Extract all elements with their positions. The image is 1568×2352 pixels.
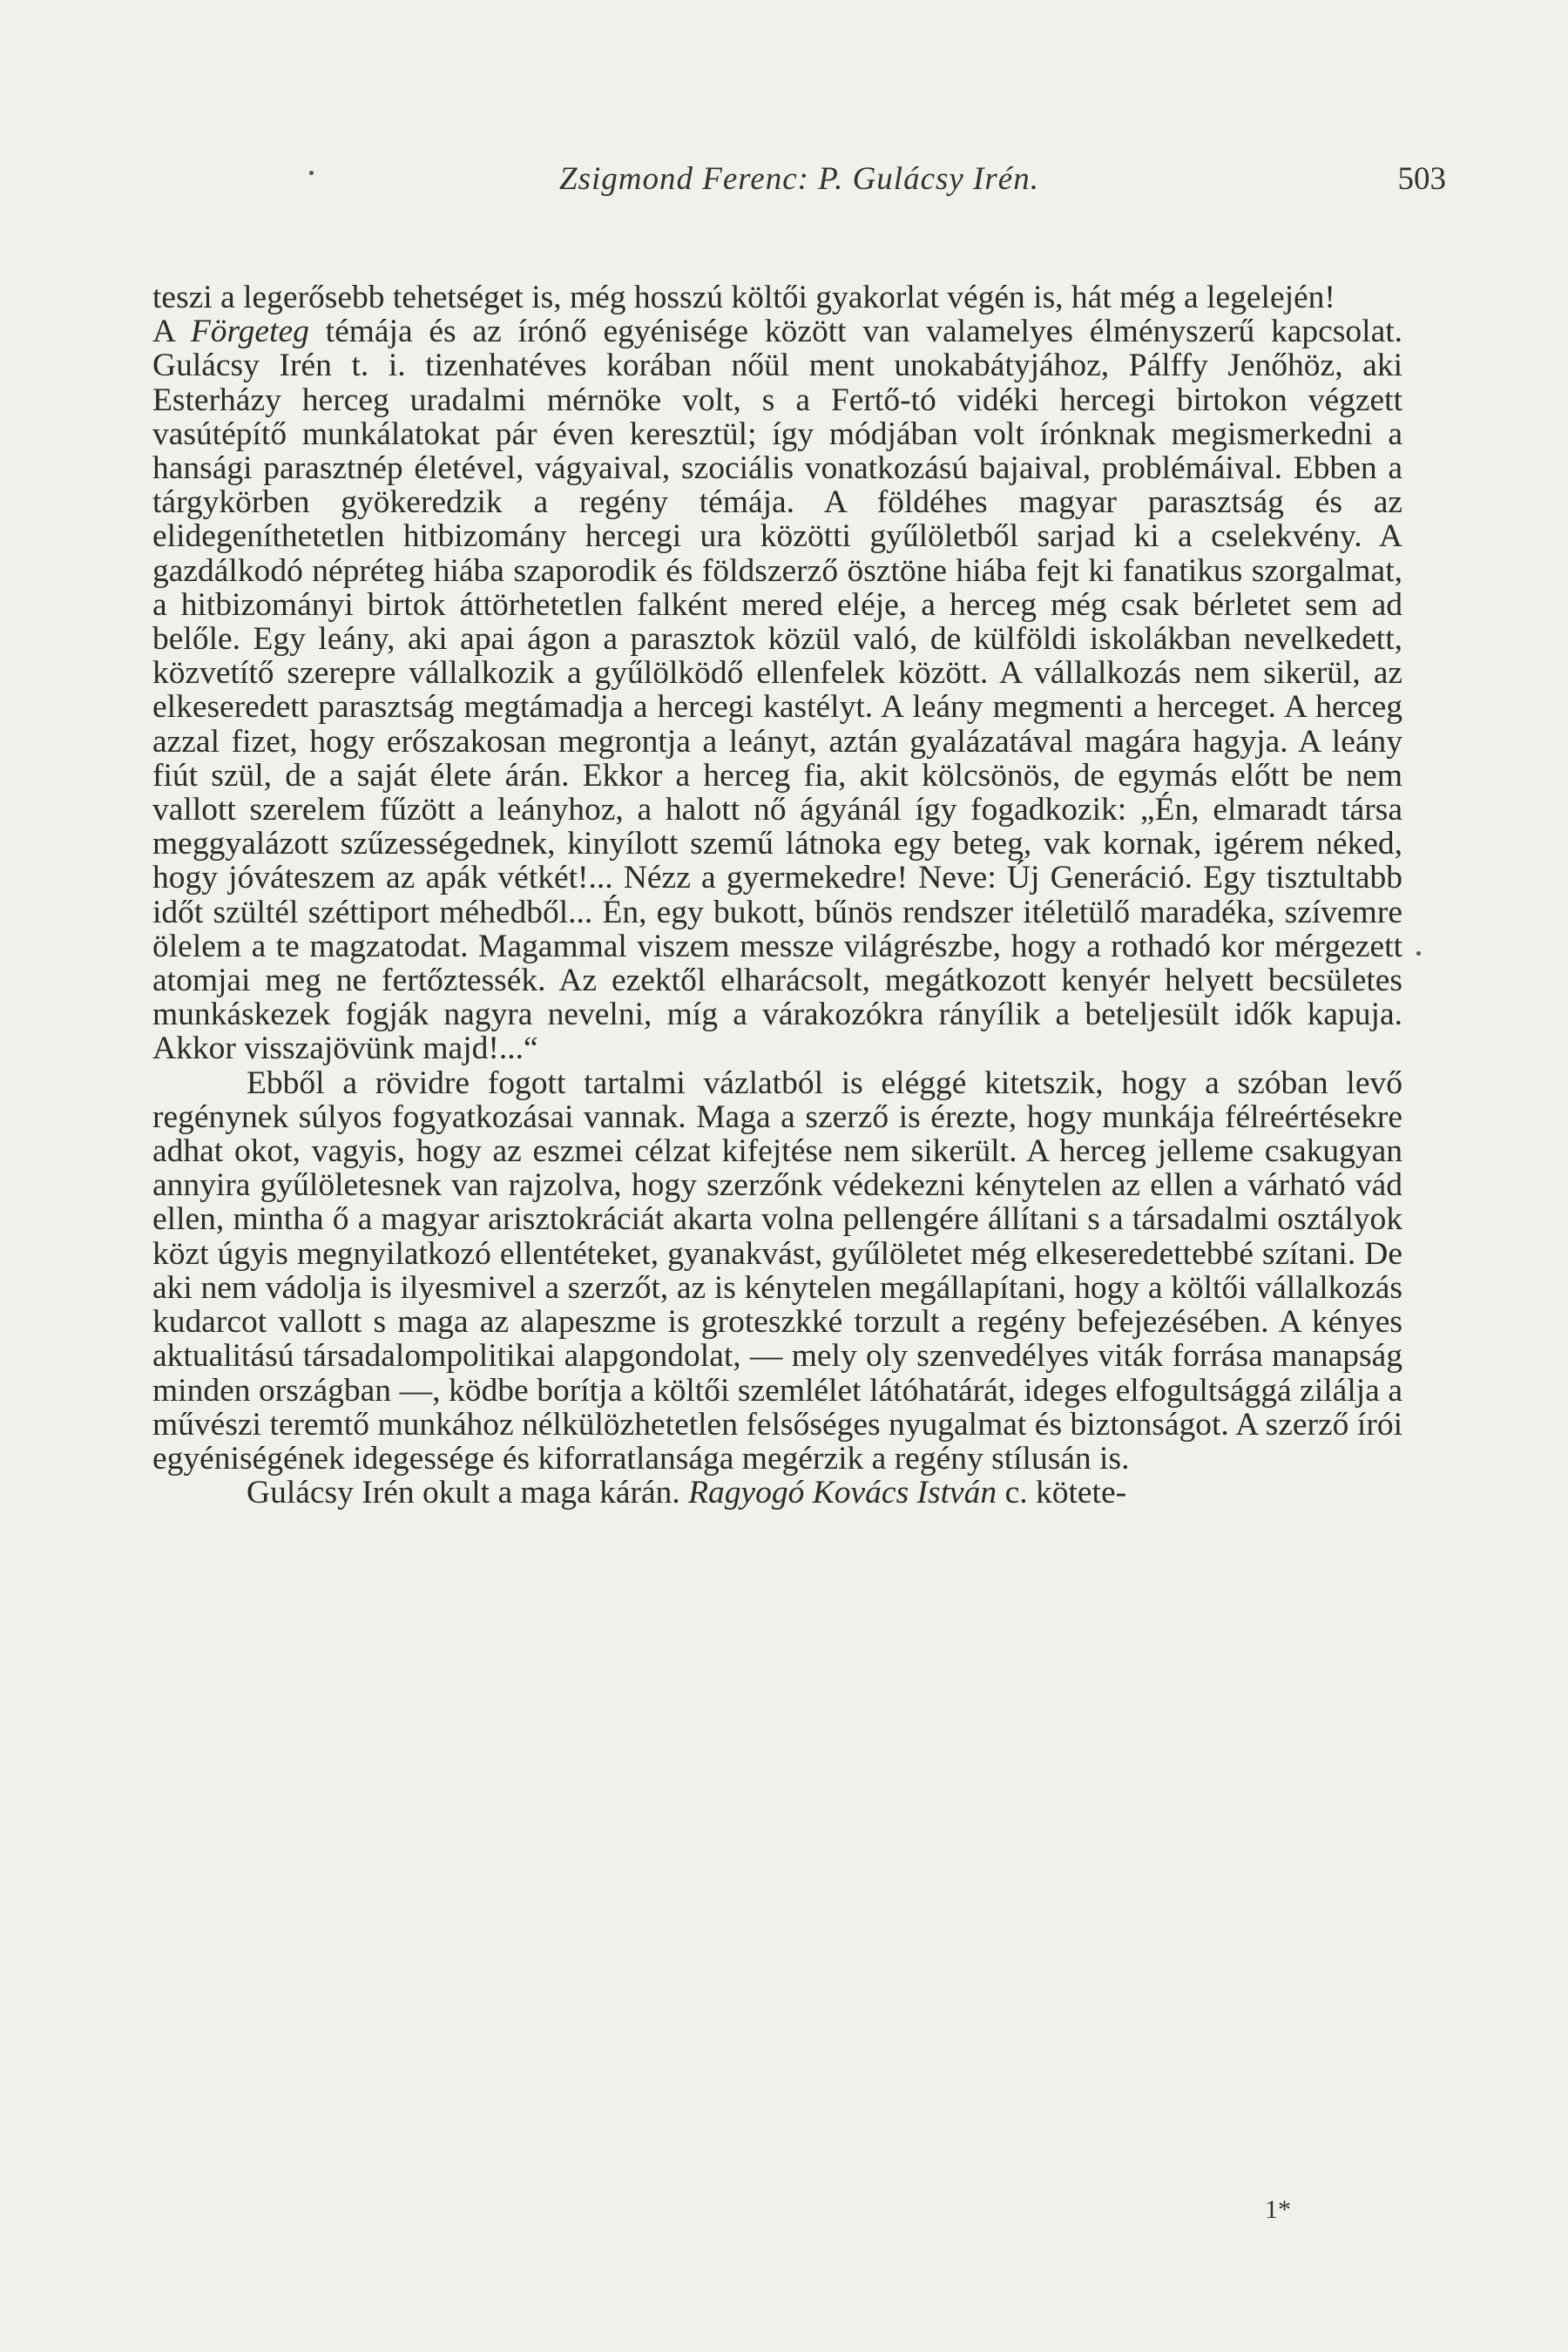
paragraph — [152, 280, 1402, 314]
print-speck — [1416, 951, 1421, 956]
signature-mark: 1* — [1265, 2195, 1291, 2224]
paragraph-text: A — [152, 314, 191, 350]
running-head — [152, 160, 1446, 204]
running-head-subject: P. Gulácsy Irén. — [818, 161, 1039, 197]
print-speck — [309, 171, 314, 175]
paragraph-text: teszi a legerősebb tehetséget is, még hosszú költői gyakorlat végén is, hát még a legelején! — [152, 280, 1335, 315]
body-text — [152, 280, 1402, 1510]
page-number: 503 — [1397, 161, 1446, 197]
paragraph — [152, 1476, 1402, 1510]
running-head-author: Zsigmond Ferenc — [559, 161, 798, 197]
paragraph-text: c. kötete- — [997, 1475, 1127, 1511]
paragraph-text: témája és az írónő egyénisége között van valamelyes élményszerű kapcsolat. Gulácsy Irén t. i. tizenhatéves korában nőül ment unokabátyjához, Pálffy Jenőhöz, aki Esterházy herceg uradalmi mérnöke volt, s a Fertő-tó vidéki hercegi birtokon végzett vasútépítő munkálatokat pár éven keresztül; így módjában volt írónknak megismerkedni a hansági parasztnép életével, vágyaival, szociális vonatkozású bajaival, problémáival. Ebben a tárgykörben gyökeredzik a regény témája. A földéhes magyar parasztság és az elidegeníthetetlen hitbizomány hercegi ura közötti gyűlöletből sarjad ki a cselekvény. A gazdálkodó népréteg hiába szaporodik és földszerző ösztöne hiába fejt ki fanatikus szorgalmat, a hitbizományi birtok áttörhetetlen falként mered eléje, a herceg még csak bérletet sem ad belőle. Egy leány, aki apai ágon a parasztok közül való, de külföldi iskolákban nevelkedett, közvetítő szerepre vállalkozik a gyűlölködő ellenfelek között. A vállalkozás nem sikerül, az elkeseredett parasztság megtámadja a hercegi kastélyt. A leány megmenti a herceget. A herceg azzal fizet, hogy erőszakosan megrontja a leányt, aztán gyalázatával magára hagyja. A leány fiút szül, de a saját élete árán. Ekkor a herceg fia, akit kölcsönös, de egymás előtt be nem vallott szerelem fűzött a leányhoz, a halott nő ágyánál így fogadkozik: „Én, elmaradt társa meggyalázott szűzességednek, kinyílott szemű látnoka egy beteg, vak kornak, igérem néked, hogy jóváteszem az apák vétkét!... Nézz a gyermekedre! Neve: Új Generáció. Egy tisztultabb időt szültél széttiport méhedből... Én, egy bukott, bűnös rendszer itéletülő maradéka, szívemre ölelem a te magzatodat. Magammal viszem messze világrészbe, hogy a rothadó kor mérgezett atomjai meg ne fertőztessék. Az ezektől elharácsolt, megátkozott kenyér helyett becsületes munkáskezek fogják nagyra nevelni, míg a várakozókra rányílik a beteljesült idők kapuja. Akkor visszajövünk majd!...“ — [152, 314, 1403, 1067]
paragraph-text: Gulácsy Irén okult a maga kárán. — [247, 1475, 689, 1511]
paragraph — [152, 314, 1402, 1065]
paragraph — [152, 1066, 1402, 1476]
paragraph-text: Ebből a rövidre fogott tartalmi vázlatból is eléggé kitetszik, hogy a szóban levő regénynek súlyos fogyatkozásai vannak. Maga a szerző is érezte, hogy munkája félreértésekre adhat okot, vagyis, hogy az eszmei célzat kifejtése nem sikerült. A herceg jelleme csakugyan annyira gyűlöletesnek van rajzolva, hogy szerzőnk védekezni kénytelen az ellen a várható vád ellen, mintha ő a magyar arisztokráciát akarta volna pellengére állítani s a társadalmi osztályok közt úgyis megnyilatkozó ellentéteket, gyanakvást, gyűlöletet még elkeseredettebbé szítani. De aki nem vádolja is ilyesmivel a szerzőt, az is kénytelen megállapítani, hogy a költői vállalkozás kudarcot vallott s maga az alapeszme is groteszkké torzult a regény befejezésében. A kényes aktualitású társadalompolitikai alapgondolat, — mely oly szenvedélyes viták forrása manapság minden országban —, ködbe borítja a költői szemlélet látóhatárát, ideges elfogultsággá zilálja a művészi teremtő munkához nélkülözhetetlen felsőséges nyugalmat és biztonságot. A szerző írói egyéniségének idegessége és kiforratlansága megérzik a regény stílusán is. — [152, 1064, 1402, 1477]
running-head-title — [152, 160, 1446, 198]
running-head-separator: : — [797, 161, 819, 197]
italic-title: Ragyogó Kovács István — [688, 1475, 997, 1511]
italic-title: Förgeteg — [190, 314, 309, 350]
